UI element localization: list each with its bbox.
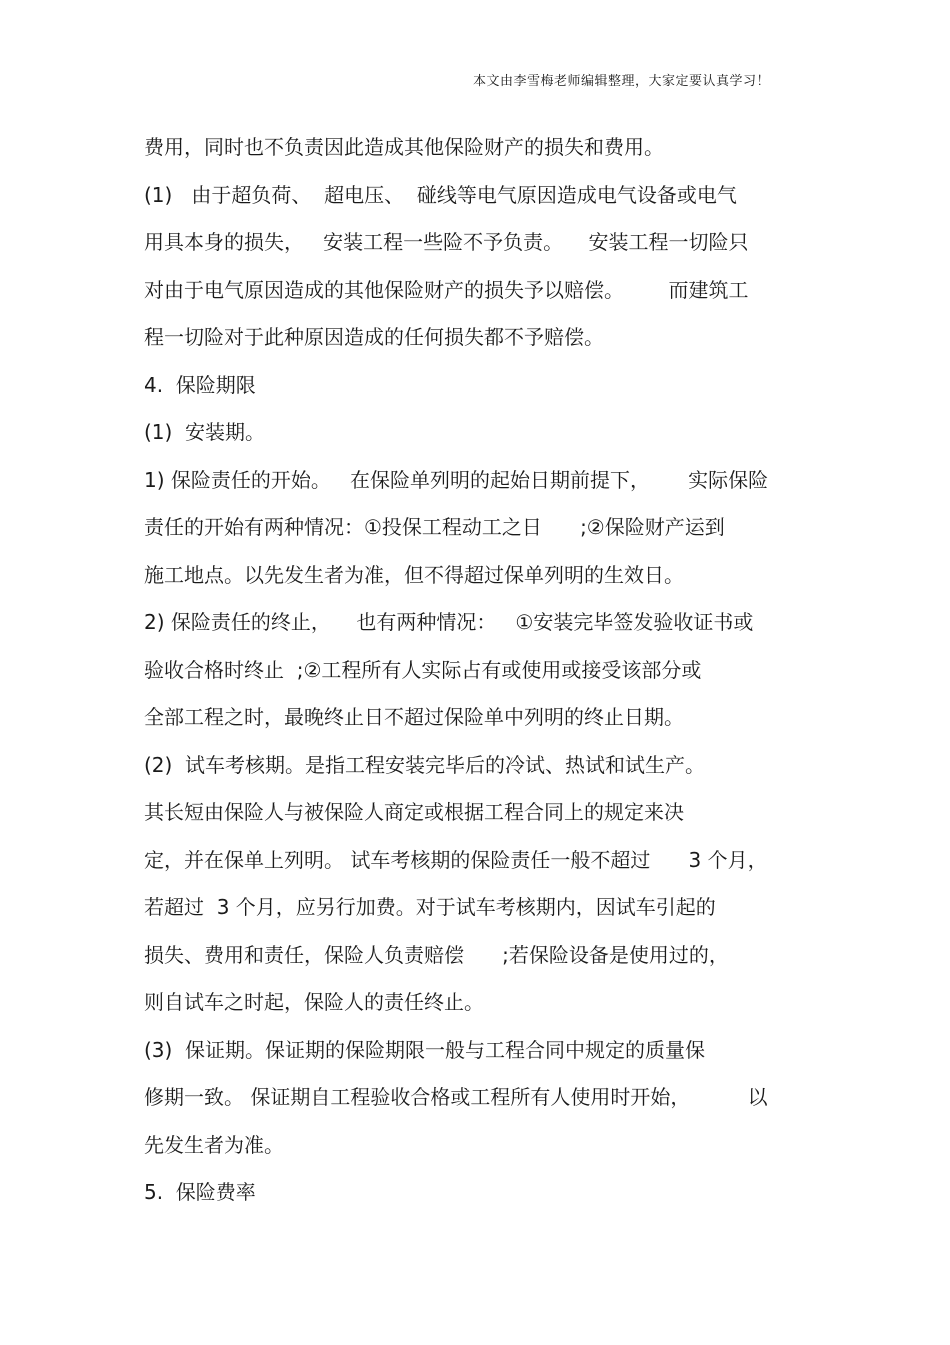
text-line: 先发生者为准。 <box>144 1132 284 1157</box>
text-line: 若超过 3 个月，应另行加费。对于试车考核期内，因试车引起的 <box>144 895 716 919</box>
document-body <box>144 130 814 1223</box>
text-line: 验收合格时终止 ;②工程所有人实际占有或使用或接受该部分或 <box>144 657 702 682</box>
text-line: (1) 由于超负荷、 超电压、 碰线等电气原因造成电气设备或电气 <box>144 182 737 207</box>
section-heading: 5. 保险费率 <box>144 1180 256 1204</box>
text-line: (3) 保证期。保证期的保险期限一般与工程合同中规定的质量保 <box>144 1037 706 1062</box>
subsection-heading: (1) 安装期。 <box>144 420 266 444</box>
text-line: 其长短由保险人与被保险人商定或根据工程合同上的规定来决 <box>144 800 684 824</box>
text-line: 定，并在保单上列明。 试车考核期的保险责任一般不超过 3 个月， <box>144 847 768 872</box>
text-line: 全部工程之时，最晚终止日不超过保险单中列明的终止日期。 <box>144 705 684 729</box>
text-line: (2) 试车考核期。是指工程安装完毕后的冷试、热试和试生产。 <box>144 752 706 777</box>
text-line: 程一切险对于此种原因造成的任何损失都不予赔偿。 <box>144 325 604 349</box>
text-line: 对由于电气原因造成的其他保险财产的损失予以赔偿。 而建筑工 <box>144 277 749 302</box>
text-line: 则自试车之时起，保险人的责任终止。 <box>144 990 484 1014</box>
text-line: 1) 保险责任的开始。 在保险单列明的起始日期前提下， 实际保险 <box>144 467 769 492</box>
text-line: 费用，同时也不负责因此造成其他保险财产的损失和费用。 <box>144 135 664 159</box>
text-line: 用具本身的损失， 安装工程一些险不予负责。 安装工程一切险只 <box>144 230 749 254</box>
text-line: 施工地点。以先发生者为准，但不得超过保单列明的生效日。 <box>144 562 684 587</box>
text-line: 责任的开始有两种情况：①投保工程动工之日 ;②保险财产运到 <box>144 515 725 539</box>
text-line: 损失、费用和责任，保险人负责赔偿 ;若保险设备是使用过的， <box>144 942 729 967</box>
section-heading: 4. 保险期限 <box>144 372 256 397</box>
text-line: 2) 保险责任的终止， 也有两种情况： ①安装完毕签发验收证书或 <box>144 610 754 634</box>
text-line: 修期一致。 保证期自工程验收合格或工程所有人使用时开始， 以 <box>144 1085 768 1109</box>
page-header: 本文由李雪梅老师编辑整理，大家定要认真学习！ <box>472 74 770 89</box>
